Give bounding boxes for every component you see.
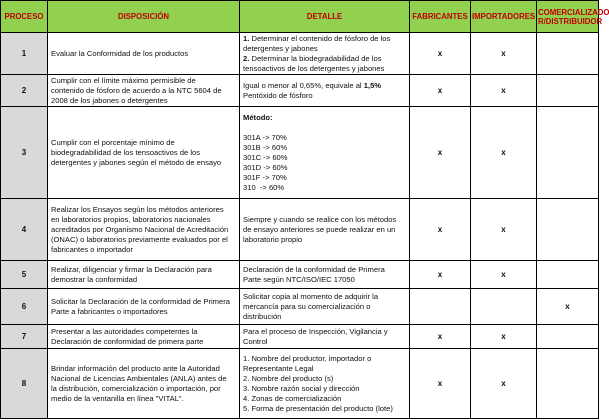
row-number: 2 [1, 75, 48, 107]
comercializador-mark [537, 325, 599, 349]
disposicion-line: Brindar información del producto ante la Autoridad [51, 363, 220, 373]
row-detalle [240, 289, 410, 325]
fabricantes-mark: x [410, 75, 471, 107]
fabricantes-mark: x [410, 349, 471, 419]
disposicion-line: en laboratorios propios, laboratorios nacionales [51, 214, 211, 224]
detalle-line: de ensayo anteriores se puede realizar en un [243, 224, 396, 234]
table-row [1, 349, 599, 419]
detalle-line [243, 54, 406, 64]
disposicion-line: Nacional de Licencias Ambientales (ANLA) antes de [51, 373, 227, 383]
importadores-mark: x [471, 199, 537, 261]
metodo-title: Método: [243, 112, 273, 122]
spacer [243, 123, 406, 133]
importadores-mark: x [471, 107, 537, 199]
comercializador-mark: x [537, 289, 599, 325]
row-disposicion [48, 199, 240, 261]
row-detalle [240, 199, 410, 261]
header-fabricantes: FABRICANTES [410, 1, 471, 33]
header-comercializador-line2: R/DISTRIBUIDOR [538, 16, 603, 26]
metodo-line: 310 -> 60% [243, 182, 285, 192]
fabricantes-mark [410, 289, 471, 325]
fabricantes-mark: x [410, 107, 471, 199]
fabricantes-mark: x [410, 325, 471, 349]
disposicion-line: detergentes y jabones según el método de ensayo [51, 157, 222, 167]
header-detalle: DETALLE [240, 1, 410, 33]
row-disposicion [48, 261, 240, 289]
detalle-line: mercancía para su comercialización o [243, 301, 371, 311]
disposicion-line: (ONAC) o laboratorios previamente evaluados por el [51, 234, 228, 244]
disposicion-line: Parte a fabricantes o importadores [51, 306, 168, 316]
detalle-text: Determinar la biodegradabilidad de los [249, 53, 382, 63]
disposicion-line: demostrar la conformidad [51, 274, 138, 284]
list-marker: 2. [243, 53, 250, 63]
header-proceso: PROCESO [1, 1, 48, 33]
comercializador-mark [537, 199, 599, 261]
list-marker: 1. [243, 33, 250, 43]
detalle-line: 3. Nombre razón social y dirección [243, 383, 360, 393]
disposicion-line: fabricantes o importador [51, 244, 133, 254]
row-number: 4 [1, 199, 48, 261]
table-row [1, 75, 599, 107]
detalle-line: Siempre y cuando se realice con los métodos [243, 214, 397, 224]
detalle-text: Determinar el contenido de fósforo de los [249, 33, 391, 43]
detalle-line: Solicitar copia al momento de adquirir la [243, 291, 379, 301]
header-row [1, 1, 599, 33]
disposicion-line: Realizar los Ensayos según los métodos anteriores [51, 204, 224, 214]
disposicion-line: medio de la ventanilla en línea "VITAL". [51, 393, 184, 403]
header-disposicion: DISPOSICIÓN [48, 1, 240, 33]
row-disposicion [48, 289, 240, 325]
importadores-mark: x [471, 75, 537, 107]
row-disposicion [48, 75, 240, 107]
importadores-mark: x [471, 349, 537, 419]
fabricantes-mark: x [410, 261, 471, 289]
disposicion-line: Solicitar la Declaración de la conformidad de Primera [51, 296, 230, 306]
detalle-line: 1. Nombre del productor, importador o [243, 353, 372, 363]
detalle-line: Pentóxido de fósforo [243, 90, 313, 100]
detalle-line: distribución [243, 311, 282, 321]
fabricantes-mark: x [410, 33, 471, 75]
metodo-line: 301C -> 60% [243, 152, 288, 162]
row-number: 7 [1, 325, 48, 349]
disposicion-line: la distribución, comercialización o importación, por [51, 383, 221, 393]
fabricantes-mark: x [410, 199, 471, 261]
disposicion-line: Realizar, diligenciar y firmar la Declaración para [51, 264, 212, 274]
detalle-line: laboratorio propio [243, 234, 303, 244]
row-number: 6 [1, 289, 48, 325]
table-row [1, 325, 599, 349]
disposicion-line: Declaración de conformidad de primera parte [51, 336, 204, 346]
table-row [1, 261, 599, 289]
table-row [1, 289, 599, 325]
row-number: 3 [1, 107, 48, 199]
disposicion-line: Cumplir con el límite máximo permisible de [51, 75, 196, 85]
detalle-line: Para el proceso de Inspección, Vigilancia y [243, 326, 388, 336]
row-number: 8 [1, 349, 48, 419]
detalle-line: 4. Zonas de comercialización [243, 393, 342, 403]
row-detalle [240, 107, 410, 199]
comercializador-mark [537, 349, 599, 419]
detalle-text: Igual o menor al 0,65%, equivale al [243, 80, 364, 90]
metodo-line: 301A -> 70% [243, 132, 287, 142]
comercializador-mark [537, 107, 599, 199]
disposicion-line: acreditados por Organismo Nacional de Acreditación [51, 224, 229, 234]
row-disposicion [48, 349, 240, 419]
row-number: 5 [1, 261, 48, 289]
header-comercializador-line1: COMERCIALIZADO [538, 7, 609, 17]
comercializador-mark [537, 33, 599, 75]
row-disposicion [48, 33, 240, 75]
table-row [1, 107, 599, 199]
row-detalle [240, 349, 410, 419]
detalle-line: 2. Nombre del producto (s) [243, 373, 334, 383]
detalle-line: Representante Legal [243, 363, 314, 373]
row-disposicion [48, 107, 240, 199]
importadores-mark: x [471, 33, 537, 75]
disposicion-line: 2008 de los jabones o detergentes [51, 95, 168, 105]
row-detalle [240, 33, 410, 75]
metodo-line: 301B -> 60% [243, 142, 288, 152]
disposicion-line: Cumplir con el porcentaje mínimo de [51, 137, 175, 147]
table-row [1, 199, 599, 261]
header-importadores: IMPORTADORES [471, 1, 537, 33]
comercializador-mark [537, 75, 599, 107]
detalle-line: tensoactivos de los detergentes y jabones [243, 63, 385, 73]
row-number: 1 [1, 33, 48, 75]
row-disposicion [48, 325, 240, 349]
disposicion-line: biodegradabilidad de los tensoactivos de los [51, 147, 201, 157]
comercializador-mark [537, 261, 599, 289]
header-comercializador [537, 1, 609, 33]
metodo-line: 301F -> 70% [243, 172, 287, 182]
detalle-line [243, 34, 406, 44]
detalle-line: 5. Forma de presentación del producto (lote) [243, 403, 393, 413]
metodo-line: 301D -> 60% [243, 162, 288, 172]
detalle-line: Declaración de la conformidad de Primera [243, 264, 385, 274]
row-detalle [240, 75, 410, 107]
importadores-mark [471, 289, 537, 325]
detalle-line: Control [243, 336, 268, 346]
importadores-mark: x [471, 261, 537, 289]
disposicion-line: Presentar a las autoridades competentes la [51, 326, 198, 336]
detalle-line: detergentes y jabones [243, 43, 318, 53]
detalle-bold-value: 1,5% [363, 80, 382, 90]
table-row [1, 33, 599, 75]
detalle-line [243, 81, 406, 91]
detalle-line: Parte según NTC/ISO/IEC 17050 [243, 274, 355, 284]
disposicion-line: Evaluar la Conformidad de los productos [51, 48, 189, 58]
importadores-mark: x [471, 325, 537, 349]
row-detalle [240, 261, 410, 289]
disposicion-line: contenido de fósforo de acuerdo a la NTC 5604 de [51, 85, 222, 95]
row-detalle [240, 325, 410, 349]
